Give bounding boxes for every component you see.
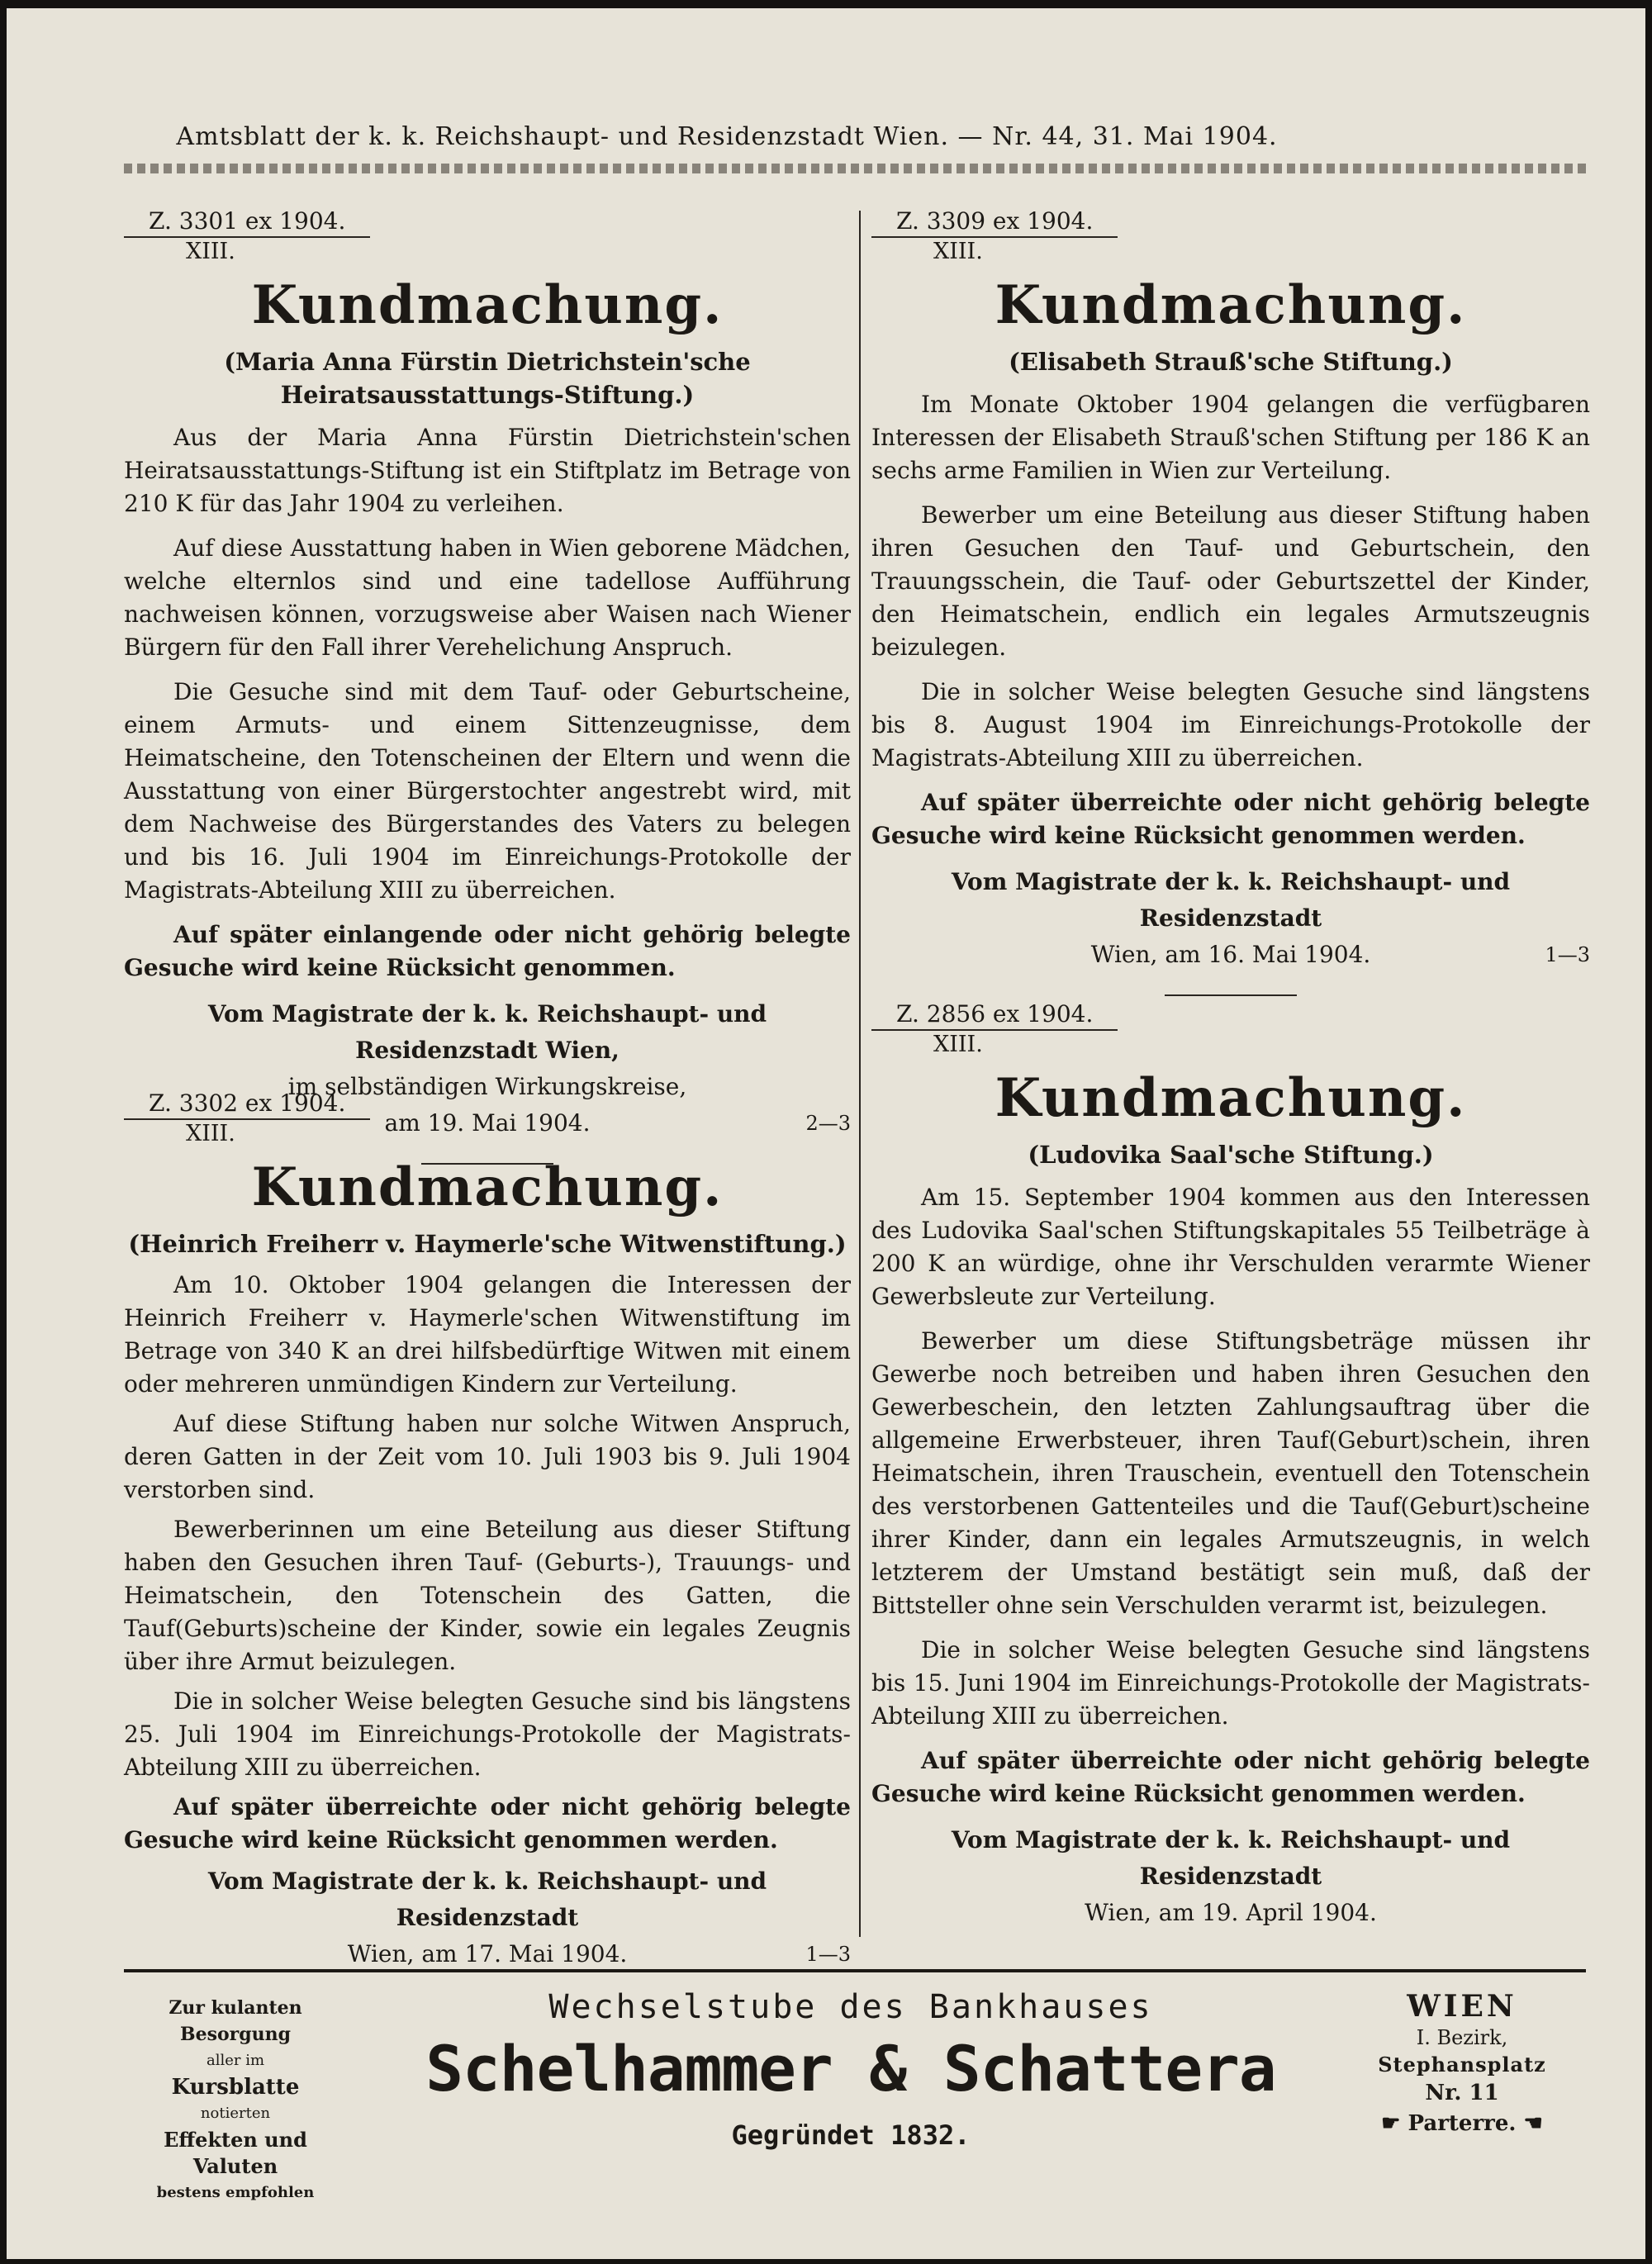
paragraph: Im Monate Oktober 1904 gelangen die verfügbaren Interessen der Elisabeth Strauß'schen Stiftung per 186 K an sechs arme Familien in Wien zur Verteilung. [871, 391, 1590, 484]
ad-left-block [124, 1978, 347, 2206]
issue-number: 1—3 [1545, 943, 1590, 966]
issue-number: 2—3 [805, 1112, 851, 1135]
ad-right-line: Stephansplatz [1378, 2053, 1546, 2077]
ad-right-block [1338, 1978, 1586, 2140]
notice-haymerle [124, 1089, 851, 1972]
notice-reference: Z. 3309 ex 1904. [871, 206, 1118, 238]
notice-subtitle: (Elisabeth Strauß'sche Stiftung.) [1009, 348, 1453, 376]
bold-paragraph: Auf später überreichte oder nicht gehörig belegte Gesuche wird keine Rücksicht genommen werden. [871, 789, 1590, 849]
paragraph: Am 15. September 1904 kommen aus den Interessen des Ludovika Saal'schen Stiftungskapitales 55 Teilbeträge à 200 K an würdige, ohne ihr Verschulden verarmte Wiener Gewerbsleute zur Verteilung. [871, 1184, 1590, 1310]
paragraph: Bewerber um diese Stiftungsbeträge müssen ihr Gewerbe noch betreiben und haben ihren Gesuchen den Gewerbeschein, den letzten Zahlungsauftrag über die allgemeine Erwerbsteuer, ihren Tauf(Geburt)schein, ihren Heimatschein, ihren Trauschein, eventuell den Totenschein des verstorbenen Gattenteiles und die Tauf(Geburt)scheine ihrer Kinder, dann ein legales Armutszeugnis, in welch letzterem der Umstand bestätigt sein muß, daß der Bittsteller ohne sein Verschulden verarmt ist, beizulegen. [871, 1327, 1590, 1619]
paragraph: Auf diese Ausstattung haben in Wien geborene Mädchen, welche elternlos sind und eine tadellose Aufführung nachweisen können, vorzugsweise aber Waisen nach Wiener Bürgern für den Fall ihrer Verehelichung Anspruch. [124, 534, 851, 661]
ad-city: WIEN [1407, 1989, 1517, 2024]
ad-left-line: Effekten und Valuten [164, 2128, 307, 2178]
pointing-hand-icon: ☛ [1381, 2111, 1401, 2136]
notice-department: XIII. [933, 1032, 983, 1057]
paragraph: Aus der Maria Anna Fürstin Dietrichstein'schen Heiratsausstattungs-Stiftung ist ein Stiftplatz im Betrage von 210 K für das Jahr 1904 zu verleihen. [124, 424, 851, 517]
notice-subtitle: (Maria Anna Fürstin Dietrichstein'sche Heiratsausstattungs-Stiftung.) [224, 348, 751, 409]
ad-right-line: I. Bezirk, [1416, 2026, 1508, 2049]
notice-body [124, 421, 851, 985]
notice-title: Kundmachung. [995, 1067, 1467, 1129]
bank-name: Schelhammer & Schattera [425, 2032, 1276, 2105]
signature: Vom Magistrate der k. k. Reichshaupt- und Residenzstadt [951, 1826, 1511, 1890]
ad-left-line: Kursblatte [171, 2075, 300, 2100]
notice-body [871, 1181, 1590, 1811]
notice-reference: Z. 3301 ex 1904. [124, 206, 370, 238]
paragraph: Die in solcher Weise belegten Gesuche sind bis längstens 25. Juli 1904 im Einreichungs-Protokolle der Magistrats-Abteilung XIII zu überreichen. [124, 1687, 851, 1781]
notice-saal [871, 999, 1590, 1931]
ad-parterre-line [1338, 2107, 1586, 2140]
notice-body [124, 1269, 851, 1857]
ad-right-line: Parterre. [1408, 2111, 1517, 2136]
notice-reference: Z. 3302 ex 1904. [124, 1089, 370, 1120]
bold-paragraph: Auf später einlangende oder nicht gehörig belegte Gesuche wird keine Rücksicht genommen. [124, 921, 851, 981]
page-header: Amtsblatt der k. k. Reichshaupt- und Residenzstadt Wien. — Nr. 44, 31. Mai 1904. [176, 122, 1278, 151]
date: Wien, am 19. April 1904. [1085, 1899, 1377, 1926]
bold-paragraph: Auf später überreichte oder nicht gehörig belegte Gesuche wird keine Rücksicht genommen werden. [871, 1747, 1590, 1807]
signature: Vom Magistrate der k. k. Reichshaupt- und Residenzstadt Wien, [207, 1000, 767, 1064]
notice-reference: Z. 2856 ex 1904. [871, 999, 1118, 1031]
date-line [871, 1895, 1590, 1931]
header-ornamental-rule [124, 164, 1586, 173]
notice-department: XIII. [186, 239, 235, 264]
date-line [124, 1936, 851, 1972]
notice-strauss [871, 206, 1590, 996]
notice-subtitle: (Heinrich Freiherr v. Haymerle'sche Witwenstiftung.) [128, 1230, 847, 1258]
ad-left-line: aller im [206, 2052, 265, 2069]
advertisement-rule [124, 1969, 1586, 1972]
notice-department: XIII. [186, 1121, 235, 1146]
separator-rule [1165, 994, 1297, 996]
notice-body [871, 388, 1590, 852]
ad-left-line: Zur kulanten Besorgung [169, 1997, 302, 2045]
date-line [871, 937, 1590, 973]
ad-right-line: Nr. 11 [1425, 2081, 1499, 2105]
column-divider [859, 211, 861, 1937]
notice-department: XIII. [933, 239, 983, 264]
paragraph: Die in solcher Weise belegten Gesuche sind längstens bis 15. Juni 1904 im Einreichungs-Protokolle der Magistrats-Abteilung XIII zu überreichen. [871, 1636, 1590, 1730]
ad-left-line: notierten [200, 2105, 271, 2122]
paragraph: Bewerber um eine Beteilung aus dieser Stiftung haben ihren Gesuchen den Tauf- und Geburtschein, den Trauungsschein, die Tauf- oder Geburtszettel der Kinder, den Heimatschein, endlich ein legales Armutszeugnis beizulegen. [871, 501, 1590, 661]
notice-dietrichstein [124, 206, 851, 1165]
paragraph: Die Gesuche sind mit dem Tauf- oder Geburtscheine, einem Armuts- und einem Sittenzeugnisse, dem Heimatscheine, den Totenscheinen der Eltern und wenn die Ausstattung von einer Bürgerstochter angestrebt wird, mit dem Nachweise des Bürgerstandes des Vaters zu belegen und bis 16. Juli 1904 im Einreichungs-Protokolle der Magistrats-Abteilung XIII zu überreichen. [124, 678, 851, 904]
founded-year: Gegründet 1832. [731, 2119, 971, 2151]
paragraph: Bewerberinnen um eine Beteilung aus dieser Stiftung haben den Gesuchen ihren Tauf- (Geburts-), Trauungs- und Heimatschein, den Totenschein des Gatten, die Tauf(Geburts)scheine der Kinder, sowie ein legales Zeugnis über ihre Armut beizulegen. [124, 1516, 851, 1675]
signature: Vom Magistrate der k. k. Reichshaupt- und Residenzstadt [951, 868, 1511, 932]
date: Wien, am 17. Mai 1904. [347, 1940, 628, 1967]
date: am 19. Mai 1904. [384, 1109, 591, 1137]
notice-subtitle: (Ludovika Saal'sche Stiftung.) [1028, 1141, 1434, 1169]
notice-title: Kundmachung. [251, 274, 724, 336]
paragraph: Auf diese Stiftung haben nur solche Witwen Anspruch, deren Gatten in der Zeit vom 10. Juli 1903 bis 9. Juli 1904 verstorben sind. [124, 1410, 851, 1503]
issue-number: 1—3 [805, 1943, 851, 1966]
pointing-hand-icon: ☚ [1523, 2111, 1543, 2136]
paragraph: Am 10. Oktober 1904 gelangen die Interessen der Heinrich Freiherr v. Haymerle'schen Witwenstiftung im Betrage von 340 K an drei hilfsbedürftige Witwen mit einem oder mehreren unmündigen Kindern zur Verteilung. [124, 1271, 851, 1398]
ad-left-line: bestens empfohlen [156, 2184, 315, 2201]
bold-paragraph: Auf später überreichte oder nicht gehörig belegte Gesuche wird keine Rücksicht genommen werden. [124, 1793, 851, 1853]
signature-line-2: im selbständigen Wirkungskreise, [287, 1073, 687, 1100]
signature: Vom Magistrate der k. k. Reichshaupt- und Residenzstadt [207, 1868, 767, 1931]
ad-tagline: Wechselstube des Bankhauses [548, 1988, 1153, 2026]
date: Wien, am 16. Mai 1904. [1090, 941, 1371, 968]
paragraph: Die in solcher Weise belegten Gesuche sind längstens bis 8. August 1904 im Einreichungs-Protokolle der Magistrats-Abteilung XIII zu überreichen. [871, 678, 1590, 771]
ad-center-block [363, 1978, 1338, 2155]
notice-title: Kundmachung. [995, 274, 1467, 336]
notice-title: Kundmachung. [251, 1156, 724, 1218]
